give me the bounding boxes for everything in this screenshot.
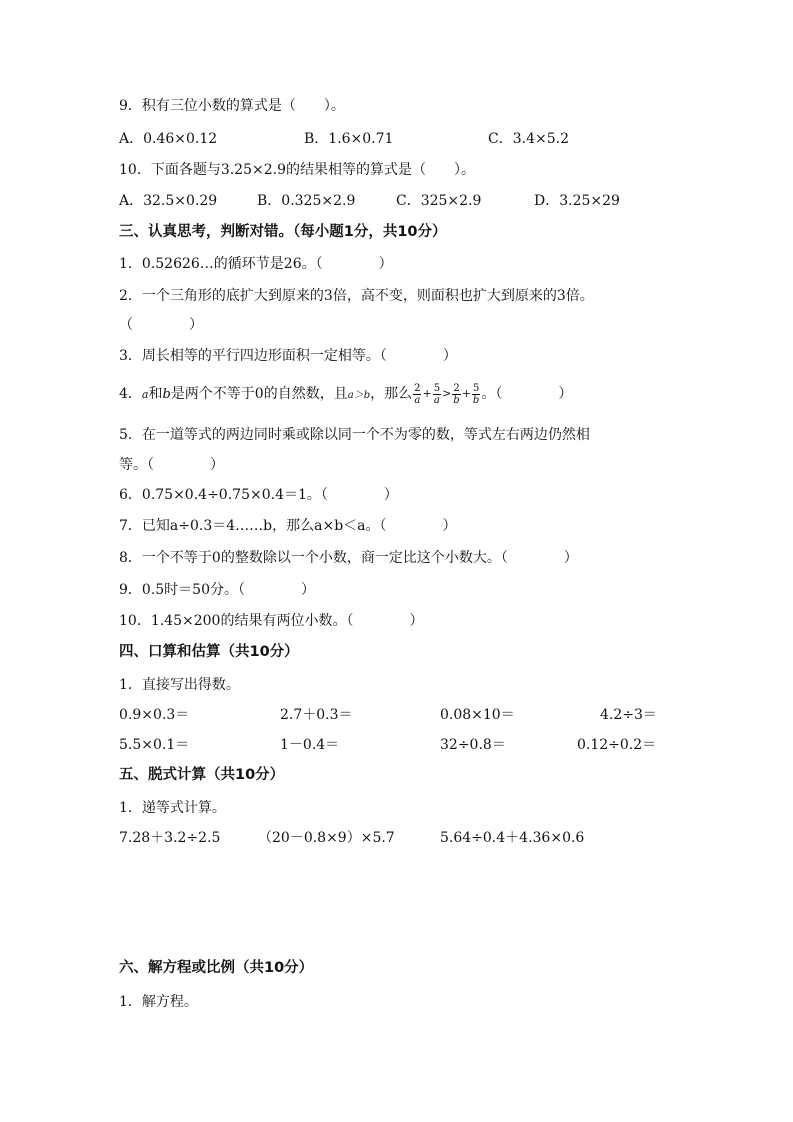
question-10: 10．下面各题与3.25×2.9的结果相等的算式是（ ）。 bbox=[119, 162, 475, 178]
oral-calc: 32÷0.8＝ bbox=[440, 737, 506, 753]
section-5-title: 五、脱式计算（共10分） bbox=[119, 767, 285, 783]
fraction: $\frac{5}{a}$ bbox=[433, 382, 441, 406]
var-b: b bbox=[162, 387, 171, 402]
q9-option-a: A．0.46×0.12 bbox=[119, 131, 218, 147]
section-5-sub: 1．递等式计算。 bbox=[119, 800, 226, 816]
oral-calc: 5.5×0.1＝ bbox=[119, 737, 190, 753]
judge-item-1: 1．0.52626…的循环节是26。（ ） bbox=[119, 256, 393, 272]
oral-calc: 0.9×0.3＝ bbox=[119, 707, 190, 723]
q10-option-a: A．32.5×0.29 bbox=[119, 193, 218, 209]
q9-option-b: B．1.6×0.71 bbox=[304, 131, 394, 147]
item-4-text: 是两个不等于0的自然数，且 bbox=[170, 386, 348, 402]
condition: a＞b bbox=[347, 390, 371, 401]
question-9: 9．积有三位小数的算式是（ ）。 bbox=[119, 98, 345, 114]
section-6-sub: 1．解方程。 bbox=[119, 994, 198, 1010]
judge-item-8: 8．一个不等于0的整数除以一个小数，商一定比这个小数大。（ ） bbox=[119, 550, 578, 566]
fraction: $\frac{2}{b}$ bbox=[453, 382, 460, 406]
oral-calc: 0.08×10＝ bbox=[440, 707, 515, 723]
judge-item-2: 2．一个三角形的底扩大到原来的3倍，高不变，则面积也扩大到原来的3倍。 bbox=[119, 288, 594, 304]
q10-option-d: D．3.25×29 bbox=[534, 193, 620, 209]
q10-option-c: C．325×2.9 bbox=[396, 193, 482, 209]
judge-item-10: 10．1.45×200的结果有两位小数。（ ） bbox=[119, 613, 424, 629]
judge-item-7: 7．已知a÷0.3＝4……b，那么a×b＜a。（ ） bbox=[119, 518, 457, 534]
section-3-title: 三、认真思考，判断对错。（每小题1分，共10分） bbox=[119, 224, 447, 240]
item-4-prefix: 4． bbox=[119, 386, 142, 402]
oral-calc: 0.12÷0.2＝ bbox=[577, 737, 657, 753]
step-calc: 7.28＋3.2÷2.5 bbox=[119, 830, 221, 846]
step-calc: 5.64÷0.4＋4.36×0.6 bbox=[440, 830, 585, 846]
plus-sign: + bbox=[422, 387, 432, 400]
item-4-suffix: 。（ ） bbox=[481, 386, 573, 402]
item-4-text: 和 bbox=[148, 386, 163, 402]
var-a: a bbox=[141, 388, 149, 401]
fraction: $\frac{5}{b}$ bbox=[472, 382, 480, 406]
section-6-title: 六、解方程或比例（共10分） bbox=[119, 960, 314, 976]
judge-item-6: 6．0.75×0.4÷0.75×0.4＝1。（ ） bbox=[119, 487, 398, 503]
oral-calc: 4.2÷3＝ bbox=[600, 707, 657, 723]
judge-item-5: 5．在一道等式的两边同时乘或除以同一个不为零的数，等式左右两边仍然相 bbox=[119, 427, 590, 443]
judge-item-3: 3．周长相等的平行四边形面积一定相等。（ ） bbox=[119, 348, 457, 364]
fraction: $\frac{2}{a}$ bbox=[414, 382, 421, 406]
oral-calc: 1－0.4＝ bbox=[280, 737, 340, 753]
oral-calc: 2.7＋0.3＝ bbox=[280, 707, 353, 723]
judge-item-5-cont: 等。（ ） bbox=[119, 457, 224, 473]
step-calc: （20－0.8×9）×5.7 bbox=[258, 830, 395, 846]
plus-sign: + bbox=[461, 387, 471, 400]
q9-option-c: C．3.4×5.2 bbox=[488, 131, 569, 147]
section-4-title: 四、口算和估算（共10分） bbox=[119, 644, 299, 660]
judge-item-2-bracket: （ ） bbox=[119, 317, 203, 333]
item-4-text: ，那么 bbox=[370, 386, 413, 402]
judge-item-9: 9．0.5时＝50分。（ ） bbox=[119, 582, 315, 598]
judge-item-4 bbox=[119, 378, 572, 410]
greater-sign: > bbox=[442, 387, 452, 400]
section-4-sub: 1．直接写出得数。 bbox=[119, 677, 240, 693]
q10-option-b: B．0.325×2.9 bbox=[257, 193, 356, 209]
